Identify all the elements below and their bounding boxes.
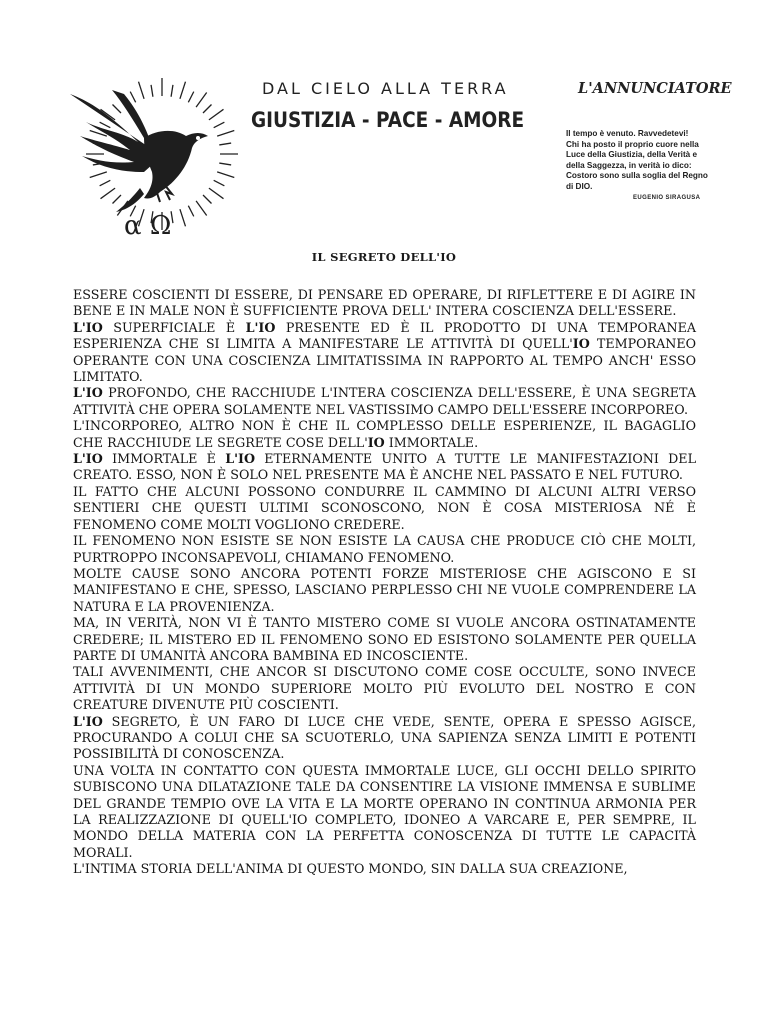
bold-term: L'IO: [73, 319, 103, 335]
paragraph: [73, 451, 696, 484]
paragraph: [73, 533, 696, 566]
quote-line: di DIO.: [566, 181, 593, 191]
eagle-emblem-icon: [52, 72, 244, 237]
text-segment: L'INTIMA STORIA DELL'ANIMA DI QUESTO MONDO, SIN DALLA SUA CREAZIONE,: [73, 861, 628, 877]
sunburst-ray: [90, 172, 107, 178]
bold-term: L'IO: [73, 451, 103, 467]
sunburst-ray: [180, 82, 186, 99]
bold-term: L'IO: [73, 385, 103, 401]
text-segment: IL FATTO CHE ALCUNI POSSONO CONDURRE IL CAMMINO DI ALCUNI ALTRI VERSO SENTIERI CHE QUESTI ULTIMI SCONOSCONO, NON È COSA MISTERIOSA NÉ È FENOMENO COME MOLTI VOGLIONO CREDERE.: [73, 483, 696, 532]
sunburst-ray: [130, 92, 135, 103]
masthead-title: L'ANNUNCIATORE: [578, 80, 732, 97]
sunburst-ray: [100, 122, 111, 127]
sunburst-ray: [217, 172, 234, 178]
text-segment: L'INCORPOREO, ALTRO NON È CHE IL COMPLESSO DELLE ESPERIENZE, IL BAGAGLIO CHE RACCHIUDE LE SEGRETE COSE DELL': [73, 418, 696, 450]
text-segment: MA, IN VERITÀ, NON VI È TANTO MISTERO COME SI VUOLE ANCORA OSTINATAMENTE CREDERE; IL MISTERO ED IL FENOMENO SONO ED ESISTONO SOLAMENTE PER QUELLA PARTE DI UMANITÀ ANCORA BAMBINA ED INCOSCIENTE.: [73, 615, 696, 663]
text-segment: ETERNAMENTE UNITO A TUTTE LE MANIFESTAZIONI DEL CREATO. ESSO, NON È SOLO NEL PRESENTE MA È ANCHE NEL PASSATO E NEL FUTURO.: [73, 451, 696, 483]
sunburst-ray: [100, 180, 111, 185]
bold-term: IO: [367, 434, 385, 450]
paragraph: [73, 484, 696, 533]
header-quote: [566, 129, 706, 192]
sunburst-ray: [196, 201, 207, 216]
sunburst-ray: [171, 85, 173, 97]
text-segment: TEMPORANEO OPERANTE CON UNA COSCIENZA LIMITATISSIMA IN RAPPORTO AL TEMPO ANCH' ESSO LIMITATO.: [73, 336, 696, 385]
sunburst-ray: [214, 180, 225, 185]
sunburst-ray: [209, 188, 224, 199]
text-segment: SEGRETO, È UN FARO DI LUCE CHE VEDE, SENTE, OPERA E SPESSO AGISCE, PROCURANDO A COLUI CHE SA SCUOTERLO, UNA SAPIENZA SENZA LIMITI E POTENTI POSSIBILITÀ DI CONOSCENZA.: [73, 713, 696, 762]
text-segment: TALI AVVENIMENTI, CHE ANCOR SI DISCUTONO COME COSE OCCULTE, SONO INVECE ATTIVITÀ DI UN MONDO SUPERIORE MOLTO PIÙ EVOLUTO DEL NOSTRO E CON CREATURE DIVENUTE PIÙ COSCIENTI.: [73, 664, 696, 713]
text-segment: IMMORTALE È: [102, 451, 226, 467]
sunburst-ray: [214, 122, 225, 127]
sunburst-ray: [188, 206, 193, 217]
text-segment: UNA VOLTA IN CONTATTO CON QUESTA IMMORTALE LUCE, GLI OCCHI DELLO SPIRITO SUBISCONO UNA DILATAZIONE TALE DA CONSENTIRE LA VISIONE IMMENSA E SUBLIME DEL GRANDE TEMPIO OVE LA VITA E LA MORTE OPERANO IN CONTINUA ARMONIA PER LA REALIZZAZIONE DI QUELL'IO COMPLETO, IDONEO A VARCARE E, PER SEMPRE, IL MONDO DELLA MATERIA CON LA PERFETTA CONOSCENZA DI TUTTE LE CAPACITÀ MORALI.: [73, 762, 696, 860]
document-body: [73, 287, 696, 878]
header-tagline: DAL CIELO ALLA TERRA: [262, 79, 509, 98]
bold-term: L'IO: [225, 451, 255, 467]
text-segment: IL FENOMENO NON ESISTE SE NON ESISTE LA CAUSA CHE PRODUCE CIÒ CHE MOLTI, PURTROPPO INCONSAPEVOLI, CHIAMANO FENOMENO.: [73, 533, 696, 565]
text-segment: PRESENTE ED È IL PRODOTTO DI UNA TEMPORANEA ESPERIENZA CHE SI LIMITA A MANIFESTARE LE ATTIVITÀ DI QUELL': [73, 319, 696, 352]
paragraph: [73, 615, 696, 664]
text-segment: IMMORTALE.: [384, 434, 479, 450]
paragraph: [73, 861, 696, 877]
paragraph: [73, 763, 696, 861]
quote-line: della Saggezza, in verità io dico:: [566, 160, 692, 170]
sunburst-ray: [151, 85, 153, 97]
text-segment: PROFONDO, CHE RACCHIUDE L'INTERA COSCIENZA DELL'ESSERE, È UNA SEGRETA ATTIVITÀ CHE OPERA SOLAMENTE NEL VASTISSIMO CAMPO DELL'ESSERE INCORPOREO.: [73, 385, 696, 417]
bold-term: L'IO: [245, 319, 276, 335]
quote-line: Chi ha posto il proprio cuore nella: [566, 139, 699, 149]
text-segment: MOLTE CAUSE SONO ANCORA POTENTI FORZE MISTERIOSE CHE AGISCONO E SI MANIFESTANO E CHE, SPESSO, LASCIANO PERPLESSO CHI NE VUOLE COMPRENDERE LA NATURA E LA PROVENIENZA.: [73, 565, 696, 614]
sunburst-ray: [139, 82, 145, 99]
quote-line: Luce della Giustizia, della Verità e: [566, 150, 698, 159]
sunburst-ray: [203, 195, 211, 203]
header-motto: GIUSTIZIA - PACE - AMORE: [251, 108, 525, 132]
sunburst-ray: [101, 188, 116, 199]
bold-term: IO: [572, 336, 590, 352]
paragraph: [73, 320, 696, 386]
quote-line: Il tempo è venuto. Ravvedetevi!: [566, 129, 689, 138]
text-segment: ESSERE COSCIENTI DI ESSERE, DI PENSARE ED OPERARE, DI RIFLETTERE E DI AGIRE IN BENE E IN MALE NON È SUFFICIENTE PROVA DELL' INTERA COSCIENZA DELL'ESSERE.: [73, 287, 696, 319]
quote-author: EUGENIO SIRAGUSA: [633, 195, 701, 201]
paragraph: [73, 664, 696, 713]
paragraph: [73, 566, 696, 615]
sunburst-ray: [219, 143, 231, 145]
sunburst-ray: [217, 131, 234, 137]
paragraph: [73, 714, 696, 763]
logo-letters: α Ω: [124, 211, 172, 237]
quote-line: Costoro sono sulla soglia del Regno: [566, 171, 708, 180]
sunburst-ray: [113, 195, 121, 203]
sunburst-ray: [196, 93, 207, 108]
paragraph: [73, 385, 696, 418]
bold-term: L'IO: [73, 713, 103, 729]
sunburst-ray: [113, 105, 121, 113]
sunburst-ray: [219, 163, 231, 165]
sunburst-ray: [209, 109, 224, 120]
text-segment: SUPERFICIALE È: [102, 319, 246, 335]
sunburst-ray: [188, 92, 193, 103]
sunburst-ray: [180, 209, 186, 226]
paragraph: [73, 287, 696, 320]
paragraph: [73, 418, 696, 451]
document-title: IL SEGRETO DELL'IO: [311, 250, 457, 264]
eagle-logo: [52, 72, 244, 237]
sunburst-ray: [203, 105, 211, 113]
